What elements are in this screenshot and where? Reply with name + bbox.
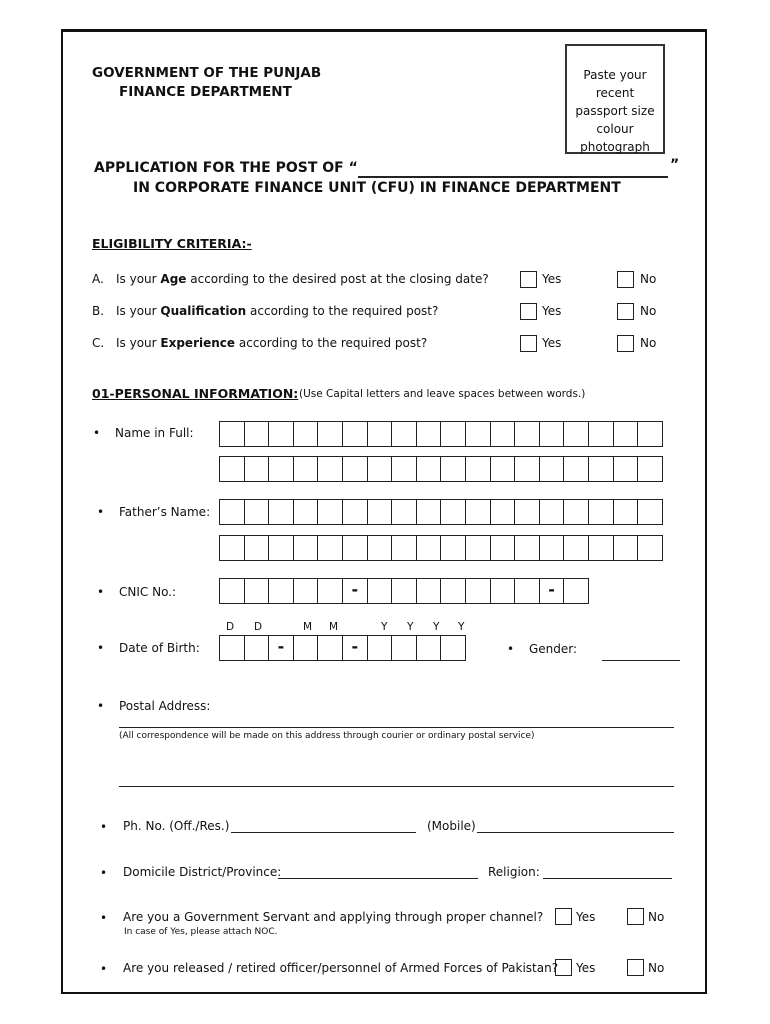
dob-char-cell[interactable] xyxy=(367,635,393,661)
name-char-cell[interactable] xyxy=(637,456,663,482)
dob-char-cell[interactable] xyxy=(391,635,417,661)
name-cells-row-2 xyxy=(220,456,663,482)
father-name-char-cell[interactable] xyxy=(416,499,442,525)
item-letter: A. xyxy=(92,272,104,286)
bullet: • xyxy=(93,426,101,440)
father-name-char-cell[interactable] xyxy=(391,499,417,525)
father-name-label: Father’s Name: xyxy=(119,505,211,519)
forces-yes-checkbox[interactable] xyxy=(555,959,572,976)
dob-month-letter: M xyxy=(329,621,339,633)
cnic-char-cell[interactable] xyxy=(268,578,294,604)
name-char-cell[interactable] xyxy=(563,456,589,482)
dob-char-cell[interactable] xyxy=(416,635,442,661)
cnic-char-cell[interactable] xyxy=(367,578,393,604)
dob-char-cell[interactable] xyxy=(317,635,343,661)
yes-checkbox[interactable] xyxy=(520,335,537,352)
photo-instruction-line: passport size xyxy=(575,104,655,118)
father-name-char-cell[interactable] xyxy=(539,535,565,561)
name-char-cell[interactable] xyxy=(637,421,663,447)
dob-char-cell[interactable] xyxy=(219,635,245,661)
father-name-char-cell[interactable] xyxy=(514,499,540,525)
name-char-cell[interactable] xyxy=(268,456,294,482)
father-name-char-cell[interactable] xyxy=(637,499,663,525)
question-text: according to the required post? xyxy=(246,304,439,318)
personal-info-heading: 01-PERSONAL INFORMATION: xyxy=(92,386,299,401)
name-char-cell[interactable] xyxy=(367,456,393,482)
cnic-char-cell[interactable] xyxy=(219,578,245,604)
mobile-field[interactable] xyxy=(477,832,674,833)
father-name-char-cell[interactable] xyxy=(367,535,393,561)
father-name-char-cell[interactable] xyxy=(465,535,491,561)
dob-year-letter: Y xyxy=(458,621,465,633)
cnic-char-cell[interactable] xyxy=(514,578,540,604)
question-keyword: Age xyxy=(160,272,187,286)
father-name-char-cell[interactable] xyxy=(268,535,294,561)
name-char-cell[interactable] xyxy=(244,456,270,482)
photo-instruction-line: colour photograph xyxy=(580,122,650,154)
name-char-cell[interactable] xyxy=(465,456,491,482)
yes-label: Yes xyxy=(542,304,562,318)
dob-year-letter: Y xyxy=(381,621,388,633)
eligibility-heading: ELIGIBILITY CRITERIA:- xyxy=(92,236,252,251)
name-char-cell[interactable] xyxy=(465,421,491,447)
photo-instruction-line: Paste your recent xyxy=(583,68,647,100)
separator-dash: - xyxy=(342,578,368,604)
dob-label: Date of Birth: xyxy=(119,641,200,655)
question-text: Is your xyxy=(116,304,161,318)
question-keyword: Experience xyxy=(160,336,236,350)
yes-checkbox[interactable] xyxy=(520,271,537,288)
yes-checkbox[interactable] xyxy=(520,303,537,320)
father-name-char-cell[interactable] xyxy=(219,535,245,561)
father-name-char-cell[interactable] xyxy=(416,535,442,561)
govt-no-checkbox[interactable] xyxy=(627,908,644,925)
post-name-field[interactable] xyxy=(358,176,668,178)
forces-no-checkbox[interactable] xyxy=(627,959,644,976)
dob-char-cell[interactable] xyxy=(440,635,466,661)
no-label: No xyxy=(640,304,657,318)
father-name-char-cell[interactable] xyxy=(637,535,663,561)
cnic-char-cell[interactable] xyxy=(465,578,491,604)
father-name-char-cell[interactable] xyxy=(317,499,343,525)
application-title-line2: IN CORPORATE FINANCE UNIT (CFU) IN FINANCE DEPARTMENT xyxy=(133,180,621,196)
no-checkbox[interactable] xyxy=(617,271,634,288)
no-label: No xyxy=(648,910,665,924)
name-char-cell[interactable] xyxy=(490,421,516,447)
eligibility-question xyxy=(116,336,427,350)
no-checkbox[interactable] xyxy=(617,303,634,320)
name-char-cell[interactable] xyxy=(563,421,589,447)
father-name-char-cell[interactable] xyxy=(490,535,516,561)
department-title: FINANCE DEPARTMENT xyxy=(119,84,292,100)
cnic-char-cell[interactable] xyxy=(293,578,319,604)
name-label: Name in Full: xyxy=(115,426,194,440)
gender-label: Gender: xyxy=(529,642,578,656)
govt-servant-note: In case of Yes, please attach NOC. xyxy=(124,927,278,937)
father-name-char-cell[interactable] xyxy=(563,499,589,525)
bullet: • xyxy=(97,641,105,655)
dob-cells xyxy=(220,635,466,661)
name-char-cell[interactable] xyxy=(514,421,540,447)
cnic-label: CNIC No.: xyxy=(119,585,177,599)
father-name-char-cell[interactable] xyxy=(465,499,491,525)
dob-month-letter: M xyxy=(303,621,313,633)
name-char-cell[interactable] xyxy=(367,421,393,447)
no-label: No xyxy=(640,272,657,286)
bullet: • xyxy=(100,820,108,834)
name-char-cell[interactable] xyxy=(490,456,516,482)
father-name-char-cell[interactable] xyxy=(613,535,639,561)
item-letter: C. xyxy=(92,336,105,350)
dob-day-letter: D xyxy=(254,621,263,633)
name-char-cell[interactable] xyxy=(317,456,343,482)
father-name-char-cell[interactable] xyxy=(514,535,540,561)
name-char-cell[interactable] xyxy=(219,456,245,482)
bullet: • xyxy=(100,962,108,976)
name-char-cell[interactable] xyxy=(613,456,639,482)
gender-field[interactable] xyxy=(602,660,680,661)
name-char-cell[interactable] xyxy=(514,456,540,482)
postal-address-line-1[interactable] xyxy=(119,727,674,728)
father-name-char-cell[interactable] xyxy=(293,499,319,525)
name-char-cell[interactable] xyxy=(219,421,245,447)
bullet: • xyxy=(97,585,105,599)
question-text: according to the required post? xyxy=(235,336,428,350)
mobile-label: (Mobile) xyxy=(427,819,476,833)
father-name-char-cell[interactable] xyxy=(588,535,614,561)
father-name-char-cell[interactable] xyxy=(563,535,589,561)
domicile-field[interactable] xyxy=(278,878,478,879)
application-title-line1: APPLICATION FOR THE POST OF “ xyxy=(94,160,358,176)
dob-year-letter: Y xyxy=(433,621,440,633)
dob-char-cell[interactable] xyxy=(293,635,319,661)
name-char-cell[interactable] xyxy=(588,421,614,447)
yes-label: Yes xyxy=(576,961,596,975)
yes-label: Yes xyxy=(542,336,562,350)
title-closing-quote: ” xyxy=(670,157,680,173)
dob-day-letter: D xyxy=(226,621,235,633)
name-char-cell[interactable] xyxy=(293,456,319,482)
cnic-char-cell[interactable] xyxy=(391,578,417,604)
separator-dash: - xyxy=(268,635,294,661)
armed-forces-question: Are you released / retired officer/personnel of Armed Forces of Pakistan? xyxy=(123,961,559,975)
government-title: GOVERNMENT OF THE PUNJAB xyxy=(92,65,322,81)
name-char-cell[interactable] xyxy=(588,456,614,482)
eligibility-question xyxy=(116,272,489,286)
father-name-char-cell[interactable] xyxy=(244,535,270,561)
cnic-char-cell[interactable] xyxy=(416,578,442,604)
father-cells-row-2 xyxy=(220,535,663,561)
dob-char-cell[interactable] xyxy=(244,635,270,661)
name-char-cell[interactable] xyxy=(391,421,417,447)
separator-dash: - xyxy=(539,578,565,604)
cnic-char-cell[interactable] xyxy=(563,578,589,604)
bullet: • xyxy=(100,911,108,925)
cnic-char-cell[interactable] xyxy=(317,578,343,604)
eligibility-question xyxy=(116,304,438,318)
religion-field[interactable] xyxy=(543,878,672,879)
father-name-char-cell[interactable] xyxy=(440,499,466,525)
religion-label: Religion: xyxy=(488,865,540,879)
postal-address-label: Postal Address: xyxy=(119,699,211,713)
bullet: • xyxy=(97,699,105,713)
bullet: • xyxy=(100,866,108,880)
name-char-cell[interactable] xyxy=(416,456,442,482)
name-char-cell[interactable] xyxy=(416,421,442,447)
father-name-char-cell[interactable] xyxy=(268,499,294,525)
bullet: • xyxy=(507,642,515,656)
father-name-char-cell[interactable] xyxy=(342,499,368,525)
cnic-char-cell[interactable] xyxy=(490,578,516,604)
name-char-cell[interactable] xyxy=(391,456,417,482)
bullet: • xyxy=(97,505,105,519)
father-name-char-cell[interactable] xyxy=(391,535,417,561)
name-char-cell[interactable] xyxy=(539,456,565,482)
father-name-char-cell[interactable] xyxy=(588,499,614,525)
father-name-char-cell[interactable] xyxy=(440,535,466,561)
name-char-cell[interactable] xyxy=(317,421,343,447)
postal-address-line-2[interactable] xyxy=(119,786,674,787)
photo-box[interactable] xyxy=(565,44,665,154)
father-cells-row-1 xyxy=(220,499,663,525)
cnic-char-cell[interactable] xyxy=(440,578,466,604)
domicile-label: Domicile District/Province: xyxy=(123,865,282,879)
personal-info-note: (Use Capital letters and leave spaces between words.) xyxy=(299,388,586,400)
yes-label: Yes xyxy=(542,272,562,286)
no-label: No xyxy=(648,961,665,975)
name-char-cell[interactable] xyxy=(342,456,368,482)
dob-year-letter: Y xyxy=(407,621,414,633)
question-text: Is your xyxy=(116,336,161,350)
phone-label: Ph. No. (Off./Res.) xyxy=(123,819,230,833)
no-label: No xyxy=(640,336,657,350)
father-name-char-cell[interactable] xyxy=(613,499,639,525)
name-char-cell[interactable] xyxy=(440,421,466,447)
question-text: according to the desired post at the closing date? xyxy=(186,272,489,286)
father-name-char-cell[interactable] xyxy=(490,499,516,525)
father-name-char-cell[interactable] xyxy=(317,535,343,561)
name-char-cell[interactable] xyxy=(613,421,639,447)
cnic-char-cell[interactable] xyxy=(244,578,270,604)
govt-servant-question: Are you a Government Servant and applying through proper channel? xyxy=(123,910,544,924)
father-name-char-cell[interactable] xyxy=(367,499,393,525)
name-char-cell[interactable] xyxy=(293,421,319,447)
father-name-char-cell[interactable] xyxy=(219,499,245,525)
yes-label: Yes xyxy=(576,910,596,924)
name-char-cell[interactable] xyxy=(268,421,294,447)
name-char-cell[interactable] xyxy=(539,421,565,447)
separator-dash: - xyxy=(342,635,368,661)
item-letter: B. xyxy=(92,304,105,318)
cnic-cells xyxy=(220,578,589,604)
question-keyword: Qualification xyxy=(160,304,247,318)
phone-field[interactable] xyxy=(231,832,416,833)
question-text: Is your xyxy=(116,272,161,286)
name-char-cell[interactable] xyxy=(342,421,368,447)
name-char-cell[interactable] xyxy=(244,421,270,447)
name-cells-row-1 xyxy=(220,421,663,447)
father-name-char-cell[interactable] xyxy=(342,535,368,561)
name-char-cell[interactable] xyxy=(440,456,466,482)
father-name-char-cell[interactable] xyxy=(293,535,319,561)
postal-address-note: (All correspondence will be made on this address through courier or ordinary postal service) xyxy=(119,731,535,741)
father-name-char-cell[interactable] xyxy=(539,499,565,525)
no-checkbox[interactable] xyxy=(617,335,634,352)
govt-yes-checkbox[interactable] xyxy=(555,908,572,925)
father-name-char-cell[interactable] xyxy=(244,499,270,525)
